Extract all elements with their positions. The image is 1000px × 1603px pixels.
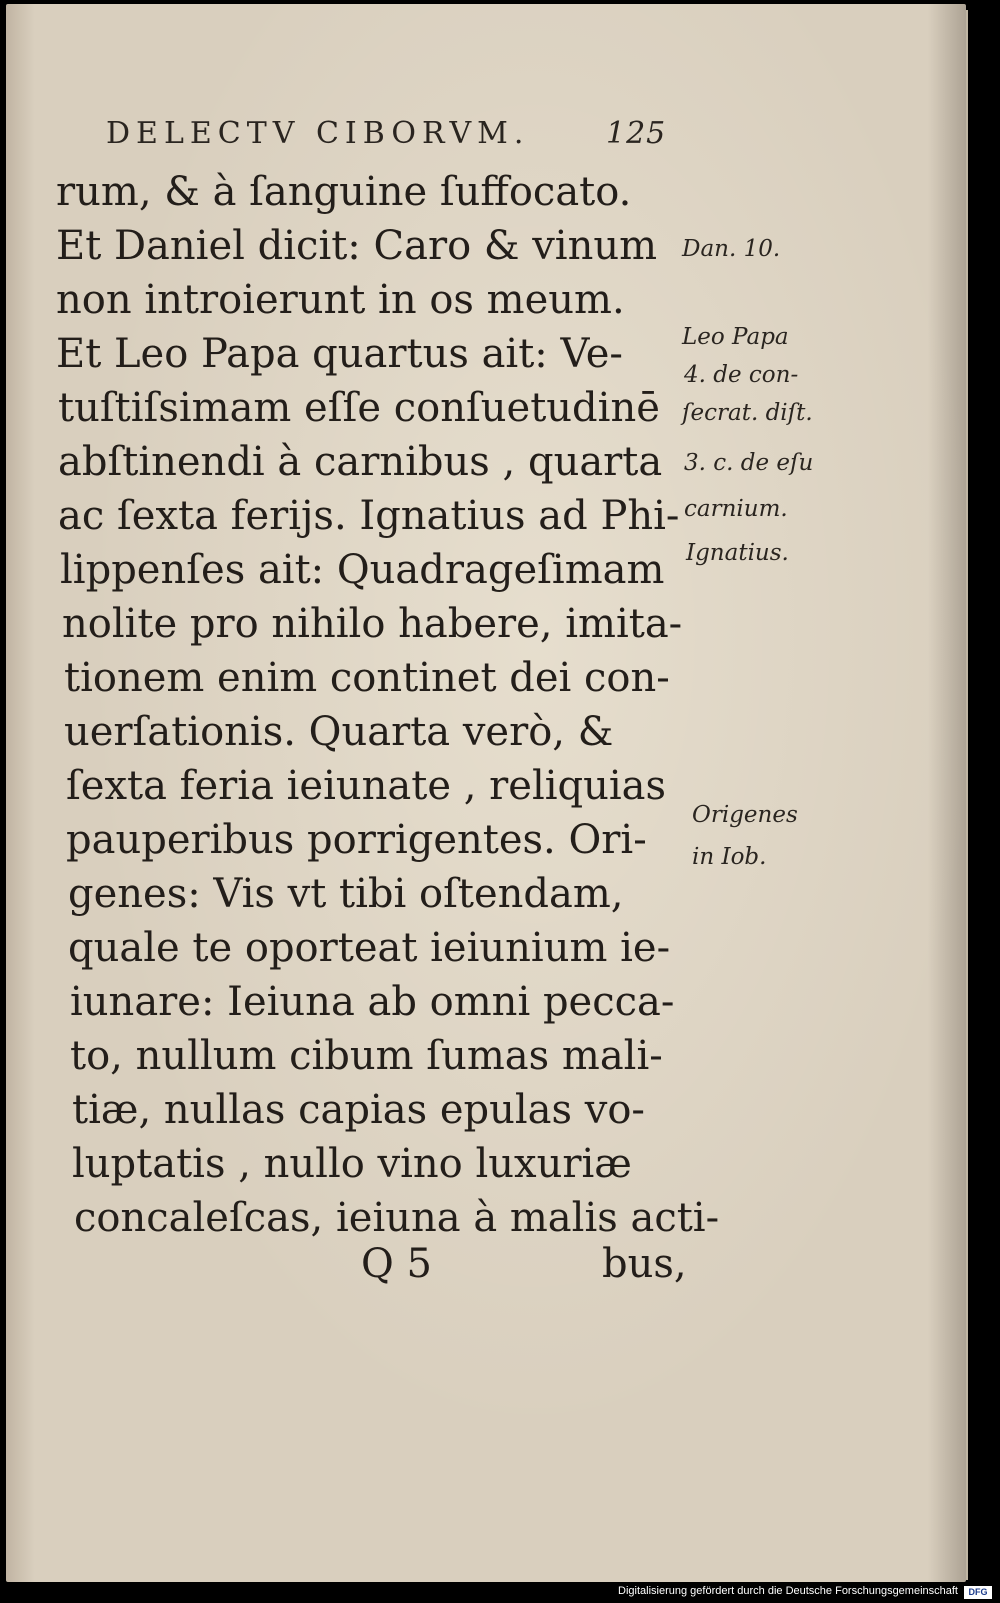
text-line: luptatis , nullo vino luxuriæ: [72, 1141, 632, 1187]
margin-note: 3. c. de eſu: [684, 450, 814, 476]
text-line: Et Daniel dicit: Caro & vinum: [56, 223, 658, 269]
text-line: pauperibus porrigentes. Ori-: [66, 817, 647, 863]
page-number: 125: [606, 116, 667, 151]
book-page: [6, 4, 966, 1582]
text-line: non introierunt in os meum.: [56, 277, 625, 323]
text-line: tiæ, nullas capias epulas vo-: [72, 1087, 645, 1133]
margin-note: Leo Papa: [682, 324, 789, 350]
text-line: iunare: Ieiuna ab omni pecca-: [70, 979, 675, 1025]
margin-note: in Iob.: [692, 844, 767, 870]
running-title: DELECTV CIBORVM.: [106, 116, 530, 151]
text-line: quale te oporteat ieiunium ie-: [68, 925, 671, 971]
margin-note: Dan. 10.: [682, 236, 781, 262]
text-line: ac ſexta ferijs. Ignatius ad Phi-: [58, 493, 680, 539]
text-line: genes: Vis vt tibi oſtendam,: [68, 871, 624, 917]
text-line: abſtinendi à carnibus , quarta: [58, 439, 663, 485]
page-edge: [966, 10, 968, 1580]
text-line: ſexta feria ieiunate , reliquias: [66, 763, 667, 809]
dfg-logo-icon: DFG: [964, 1586, 992, 1599]
margin-note: 4. de con-: [684, 362, 799, 388]
text-line: tionem enim continet dei con-: [64, 655, 670, 701]
text-line: rum, & à ſanguine ſuffocato.: [56, 169, 632, 215]
text-line: nolite pro nihilo habere, imita-: [62, 601, 683, 647]
catchword: bus,: [602, 1241, 687, 1287]
text-line: lippenſes ait: Quadrageſimam: [60, 547, 665, 593]
text-line: Et Leo Papa quartus ait: Ve-: [56, 331, 623, 377]
dfg-credit-text: Digitalisierung gefördert durch die Deutsche Forschungsgemeinschaft: [618, 1585, 958, 1597]
dfg-banner: [0, 1583, 1000, 1603]
text-line: concaleſcas, ieiuna à malis acti-: [74, 1195, 720, 1241]
margin-note: carnium.: [684, 496, 788, 522]
text-line: uerſationis. Quarta verò, &: [64, 709, 614, 755]
margin-note: Origenes: [692, 802, 798, 828]
margin-note: ſecrat. diſt.: [682, 400, 813, 426]
signature-mark: Q 5: [361, 1241, 432, 1287]
margin-note: Ignatius.: [686, 540, 789, 566]
text-line: tuſtiſsimam eſſe conſuetudinē: [58, 385, 660, 431]
text-line: to, nullum cibum ſumas mali-: [70, 1033, 663, 1079]
